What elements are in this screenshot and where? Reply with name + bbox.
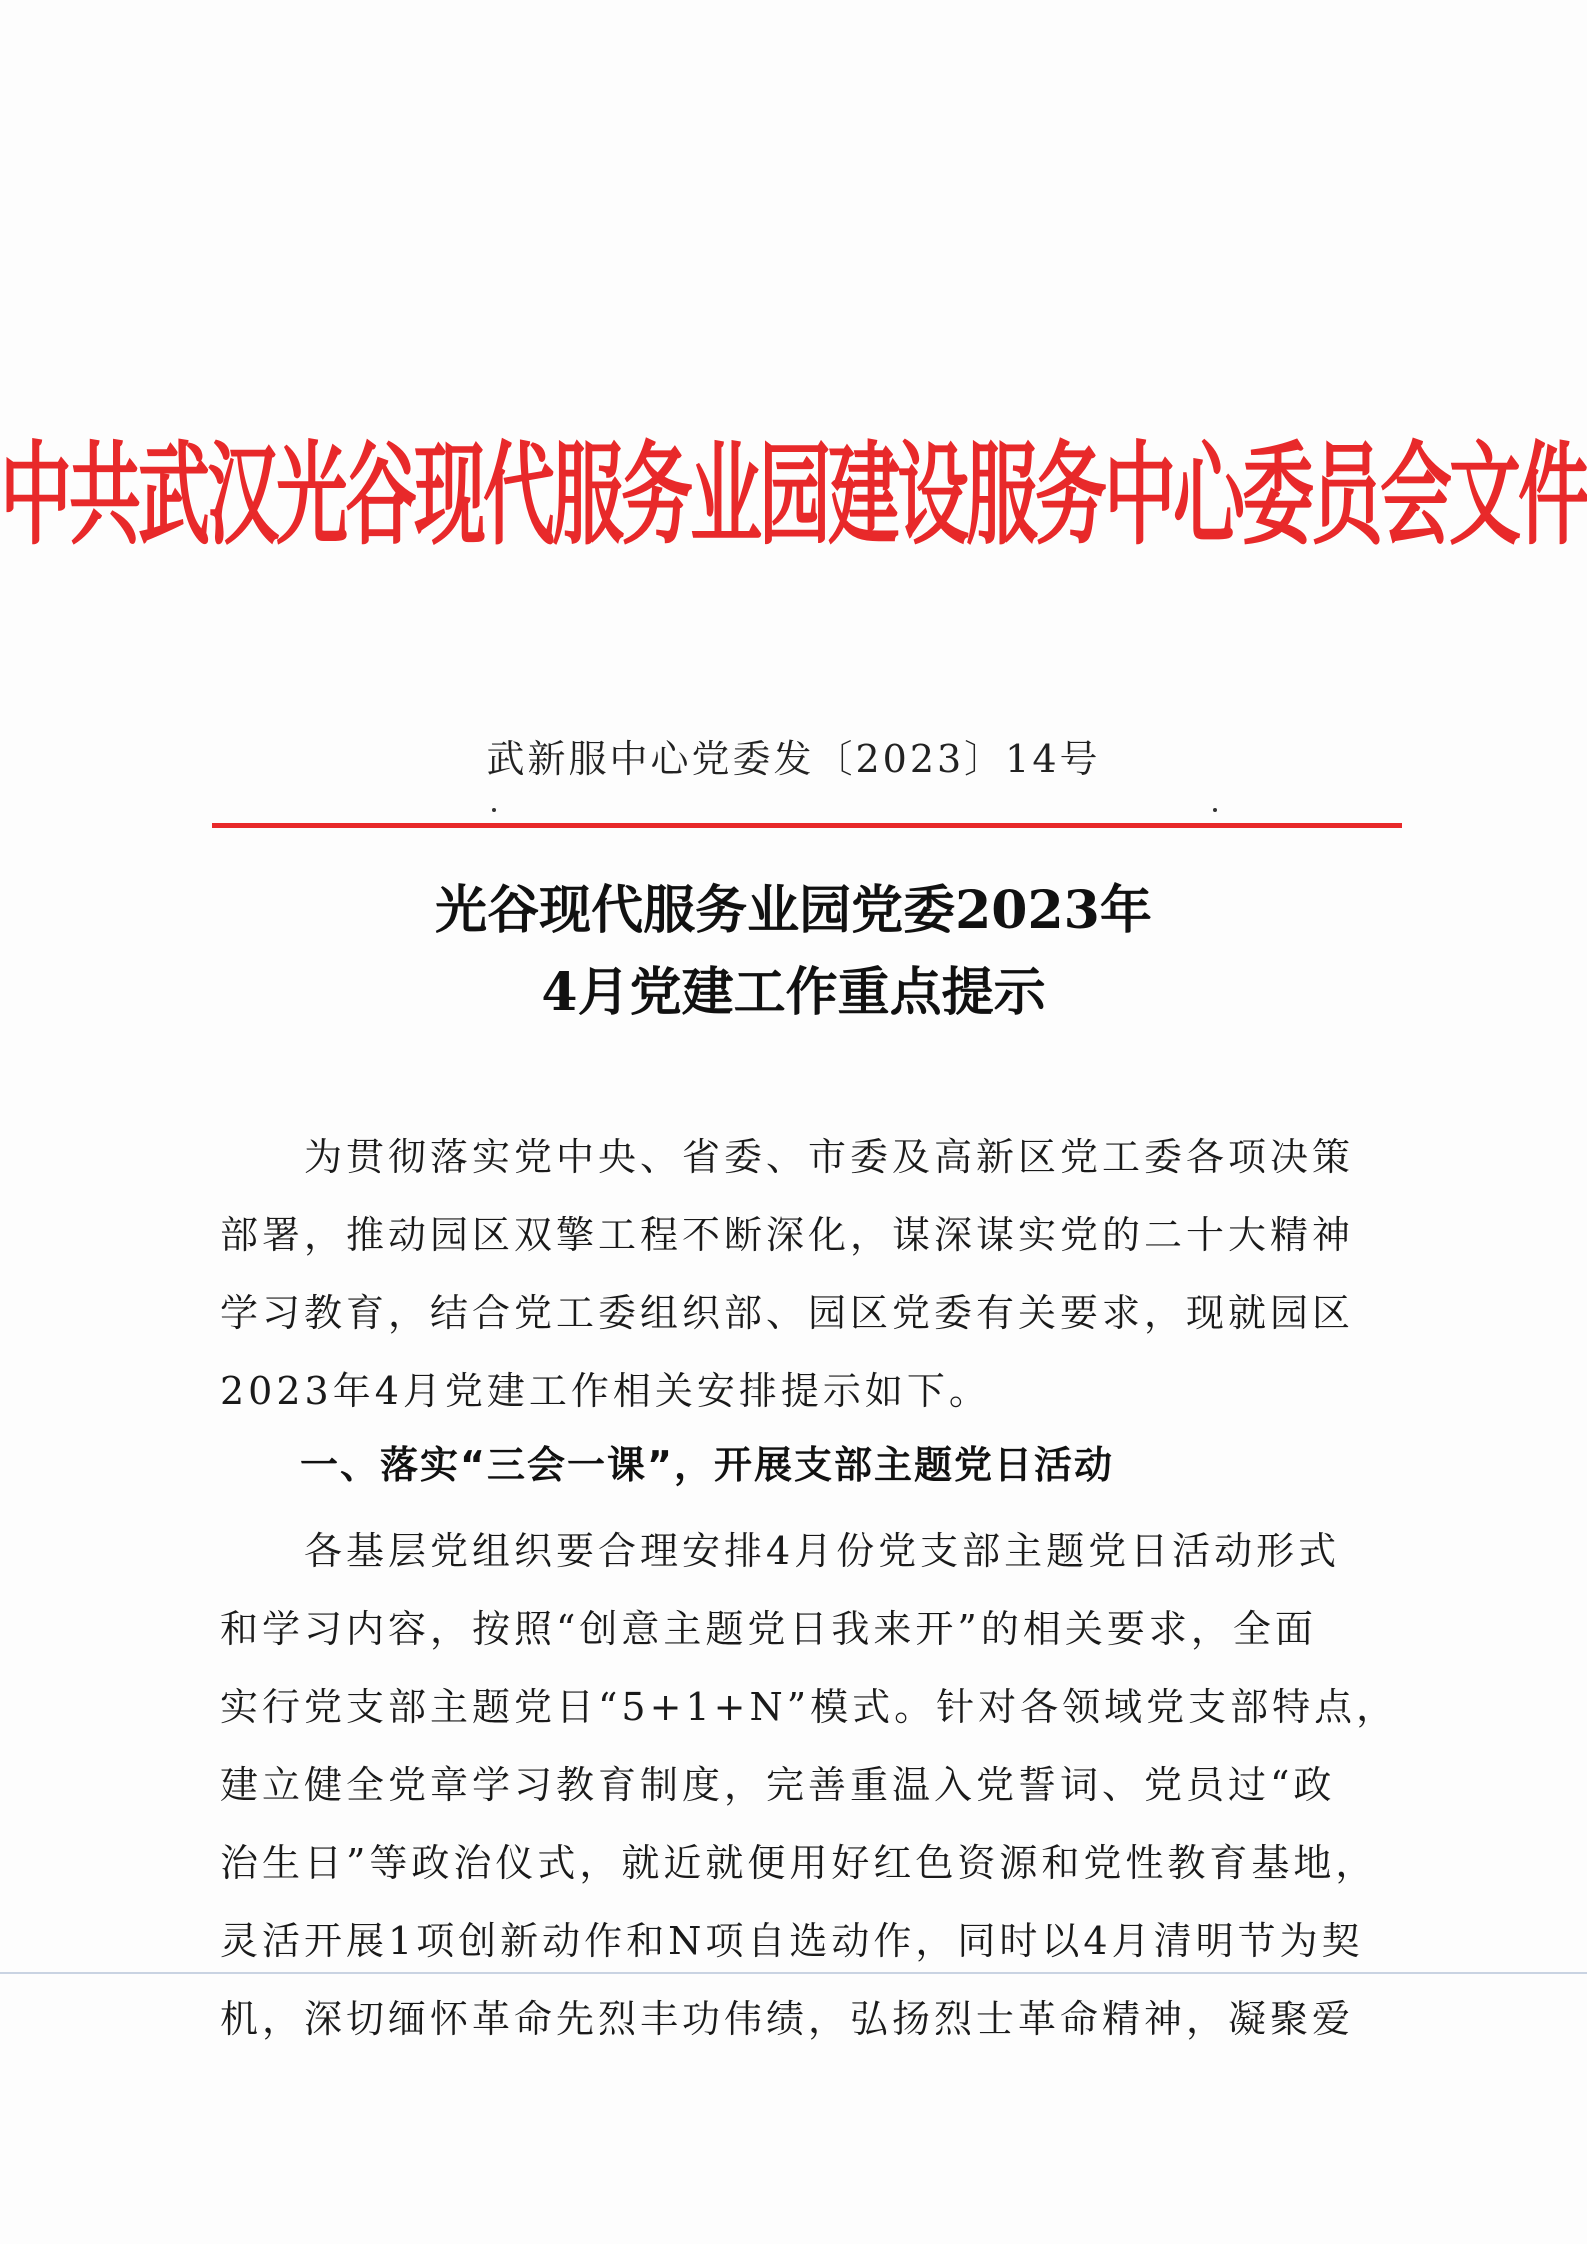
paragraph-line: 学习教育，结合党工委组织部、园区党委有关要求，现就园区: [220, 1291, 1355, 1335]
issuing-organization-header: 中共武汉光谷现代服务业园建设服务中心委员会文件: [0, 429, 1587, 560]
paragraph-line: 2023年4月党建工作相关安排提示如下。: [220, 1369, 991, 1413]
paragraph-line: 建立健全党章学习教育制度，完善重温入党誓词、党员过“政: [220, 1763, 1336, 1807]
scan-dot: [1213, 808, 1217, 812]
document-title-line-2: 4月党建工作重点提示: [541, 962, 1046, 1023]
paragraph-line: 机，深切缅怀革命先烈丰功伟绩，弘扬烈士革命精神，凝聚爱: [220, 1997, 1355, 2041]
scan-artifact-line: [0, 1972, 1587, 1974]
scan-dot: [492, 808, 496, 812]
paragraph-line: 为贯彻落实党中央、省委、市委及高新区党工委各项决策: [220, 1135, 1355, 1179]
section-1-paragraph: [220, 1512, 1400, 2058]
section-1-heading: 一、落实“三会一课”，开展支部主题党日活动: [300, 1443, 1114, 1487]
paragraph-line: 和学习内容，按照“创意主题党日我来开”的相关要求，全面: [220, 1607, 1317, 1651]
red-divider-rule: [212, 823, 1402, 828]
paragraph-line: 治生日”等政治仪式，就近就便用好红色资源和党性教育基地，: [220, 1841, 1378, 1885]
document-number: 武新服中心党委发〔2023〕14号: [486, 737, 1101, 781]
document-title-line-1: 光谷现代服务业园党委2023年: [435, 880, 1152, 941]
paragraph-line: 实行党支部主题党日“5+1+N”模式。针对各领域党支部特点，: [220, 1685, 1399, 1729]
intro-paragraph: [220, 1118, 1400, 1430]
paragraph-line: 部署，推动园区双擎工程不断深化，谋深谋实党的二十大精神: [220, 1213, 1355, 1257]
paragraph-line: 各基层党组织要合理安排4月份党支部主题党日活动形式: [220, 1529, 1341, 1573]
paragraph-line: 灵活开展1项创新动作和N项自选动作，同时以4月清明节为契: [220, 1919, 1364, 1963]
